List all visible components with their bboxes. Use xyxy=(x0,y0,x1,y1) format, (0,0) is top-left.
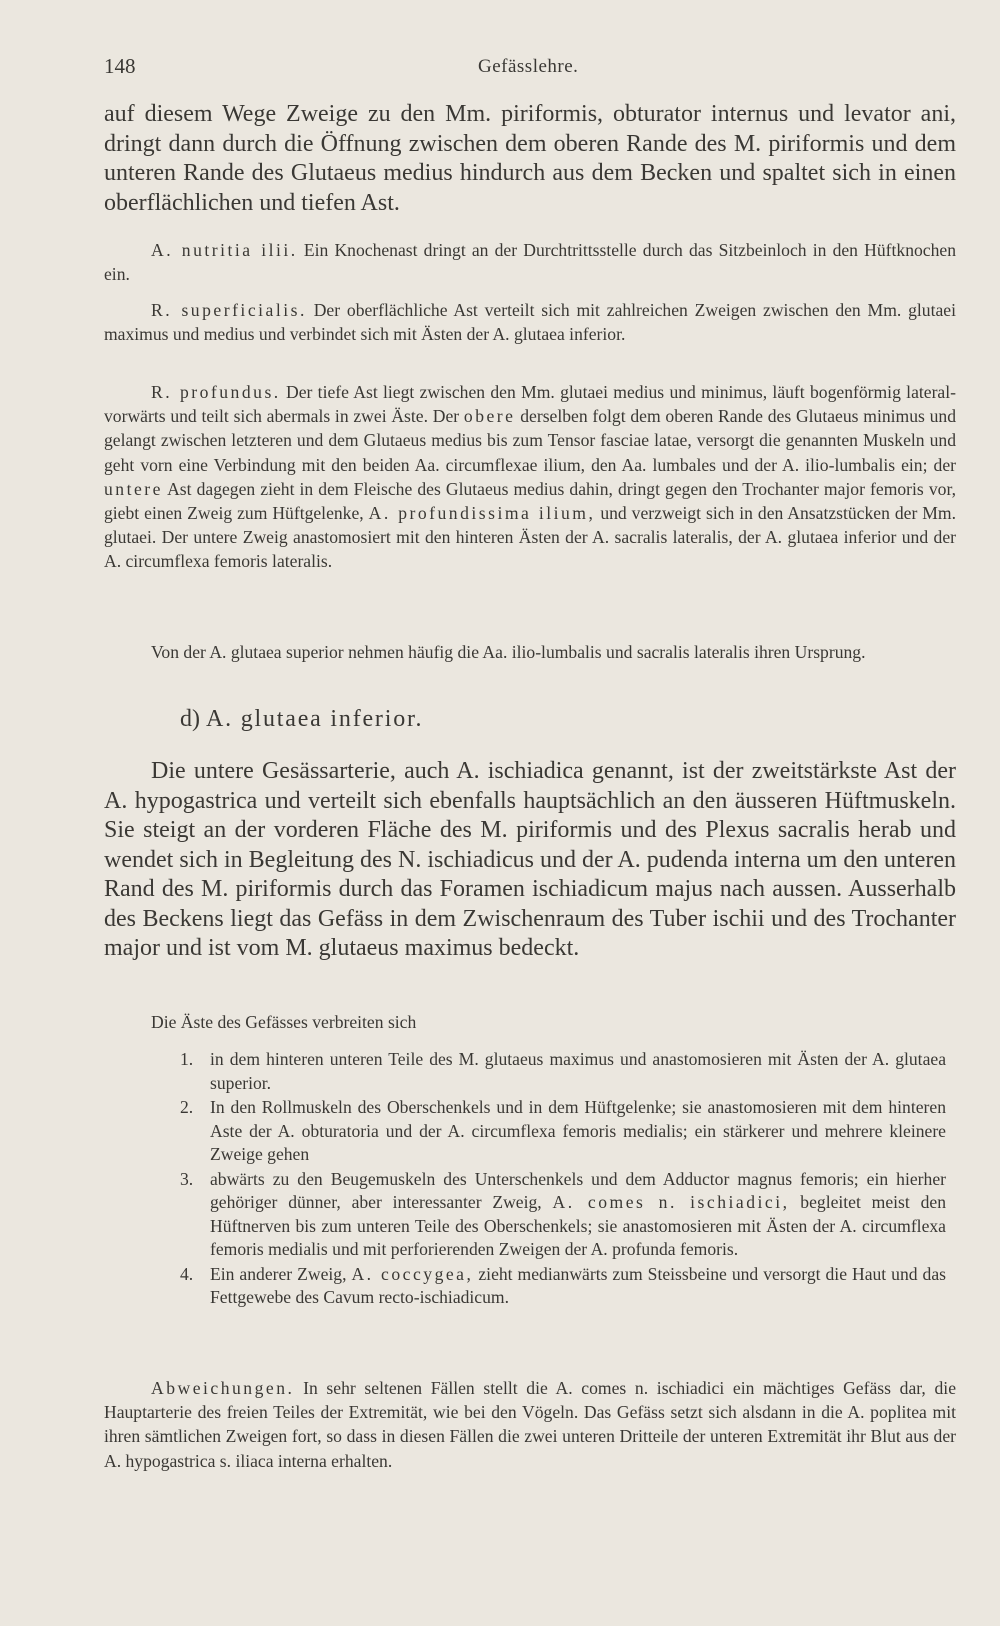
continuation-text: auf diesem Wege Zweige zu den Mm. piriformis, obturator internus und levator ani, dringt dann durch die Öffnung zwischen dem oberen Rande des M. piriformis und dem unteren Rande des Glutaeus medius hindurch aus dem Becken und spaltet sich in einen oberflächlichen und tiefen Ast. xyxy=(104,101,956,216)
list-item-number: 3. xyxy=(180,1168,194,1189)
list-item-number: 4. xyxy=(180,1263,194,1284)
list-item xyxy=(180,1048,946,1095)
nutritia-term: A. nutritia ilii. xyxy=(151,240,298,260)
branches-list xyxy=(180,1048,946,1311)
section-heading-title: A. glutaea inferior. xyxy=(206,706,424,732)
list-item-term: A. comes n. ischiadici, xyxy=(552,1192,790,1212)
branches-intro-text: Die Äste des Gefässes verbreiten sich xyxy=(151,1012,417,1032)
variations-paragraph xyxy=(104,1376,956,1473)
list-item-text: abwärts zu den Beugemuskeln des Unterschenkels und dem Adductor magnus femoris; ein hierher gehöriger dünner, aber interessanter Zweig, xyxy=(210,1168,946,1212)
variations-text: In sehr seltenen Fällen stellt die A. comes n. ischiadici ein mächtiges Gefäss dar, die Hauptarterie des freien Teiles der Extremität, wie bei den Vögeln. Das Gefäss setzt sich alsdann in die A. poplitea mit ihren sämtlichen Zweigen fort, so dass in diesen Fällen die zwei unteren Dritteile der unteren Extremität ihr Blut aus der A. hypogastrica s. iliaca interna erhalten. xyxy=(104,1378,956,1471)
list-item-number: 1. xyxy=(180,1049,194,1069)
note-text: Von der A. glutaea superior nehmen häufig die Aa. ilio-lumbalis und sacralis lateralis ihren Ursprung. xyxy=(151,642,866,662)
inferior-description xyxy=(104,757,956,964)
profundus-paragraph xyxy=(104,380,956,574)
nutritia-paragraph xyxy=(104,238,956,286)
list-item xyxy=(180,1263,946,1310)
profundus-text-2: derselben folgt dem oberen Rande des Glutaeus minimus und gelangt zwischen letzteren und dem Glutaeus medius bis zum Tensor fasciae latae, versorgt die genannten Muskeln und geht vorn eine Verbindung mit den beiden Aa. circumflexae ilium, den Aa. lumbales und der A. ilio-lumbalis ein; der xyxy=(104,406,956,475)
list-item xyxy=(180,1168,946,1262)
running-title: Gefässlehre. xyxy=(478,56,579,77)
nutritia-text: Ein Knochenast dringt an der Durchtrittsstelle durch das Sitzbeinloch in den Hüftknochen ein. xyxy=(104,240,956,285)
list-item-text: begleitet meist den Hüftnerven bis zum unteren Teile des Oberschenkels; sie anastomosieren mit Ästen der A. circumflexa femoris medialis und mit perforierenden Zweigen der A. profunda femoris. xyxy=(210,1192,947,1259)
list-item-text: Ein anderer Zweig, xyxy=(210,1263,352,1284)
list-item xyxy=(180,1096,946,1167)
list-item-number: 2. xyxy=(180,1097,194,1117)
superficialis-term: R. superficialis. xyxy=(151,300,307,320)
variations-term: Abweichungen. xyxy=(151,1378,295,1398)
profundus-text-4: und verzweigt sich in den Ansatzstücken der Mm. glutaei. Der untere Zweig anastomosiert mit den hinteren Ästen der A. sacralis lateralis, der A. glutaea inferior und der A. circumflexa femoris lateralis. xyxy=(104,503,956,572)
list-item-term: A. coccygea, xyxy=(351,1263,474,1284)
inferior-description-text: Die untere Gesässarterie, auch A. ischiadica genannt, ist der zweitstärkste Ast der A. hypogastrica und verteilt sich ebenfalls hauptsächlich an den äusseren Hüftmuskeln. Sie steigt an der vorderen Fläche des M. piriformis und des Plexus sacralis herab und wendet sich in Begleitung des N. ischiadicus und der A. pudenda interna um den unteren Rand des M. piriformis durch das Foramen ischiadicum majus nach aussen. Ausserhalb des Beckens liegt das Gefäss in dem Zwischenraum des Tuber ischii und des Trochanter major und ist vom M. glutaeus maximus bedeckt. xyxy=(104,758,956,961)
page-number: 148 xyxy=(104,54,136,78)
profundus-obere: obere xyxy=(463,406,516,427)
list-item-text: zieht medianwärts zum Steissbeine und versorgt die Haut und das Fettgewebe des Cavum recto-ischiadicum. xyxy=(210,1263,946,1307)
list-item-text: In den Rollmuskeln des Oberschenkels und in dem Hüftgelenke; sie anastomosieren mit dem hinteren Aste der A. obturatoria und der A. circumflexa femoris medialis; ein stärkerer und mehrere kleinere Zweige gehen xyxy=(210,1097,946,1164)
continuation-paragraph xyxy=(104,100,956,218)
profundus-term: R. profundus. xyxy=(151,382,281,402)
note-paragraph xyxy=(104,640,956,664)
profundus-profundissima: A. profundissima ilium, xyxy=(368,503,596,524)
list-item-text: in dem hinteren unteren Teile des M. glutaeus maximus und anastomosieren mit Ästen der A. glutaea superior. xyxy=(210,1049,946,1093)
branches-intro xyxy=(104,1010,916,1034)
profundus-text-3: Ast dagegen zieht in dem Fleische des Glutaeus medius dahin, dringt gegen den Trochanter major femoris vor, giebt einen Zweig zum Hüftgelenke, xyxy=(104,478,956,524)
superficialis-paragraph xyxy=(104,298,956,346)
superficialis-text: Der oberflächliche Ast verteilt sich mit zahlreichen Zweigen zwischen den Mm. glutaei maximus und medius und verbindet sich mit Ästen der A. glutaea inferior. xyxy=(104,300,956,345)
section-heading xyxy=(180,706,423,733)
profundus-untere: untere xyxy=(104,478,163,499)
page-header xyxy=(104,54,960,84)
section-heading-prefix: d) xyxy=(180,706,206,732)
profundus-text-1: Der tiefe Ast liegt zwischen den Mm. glutaei medius und minimus, läuft bogenförmig lateral-vorwärts und teilt sich abermals in zwei Äste. Der xyxy=(104,382,956,427)
